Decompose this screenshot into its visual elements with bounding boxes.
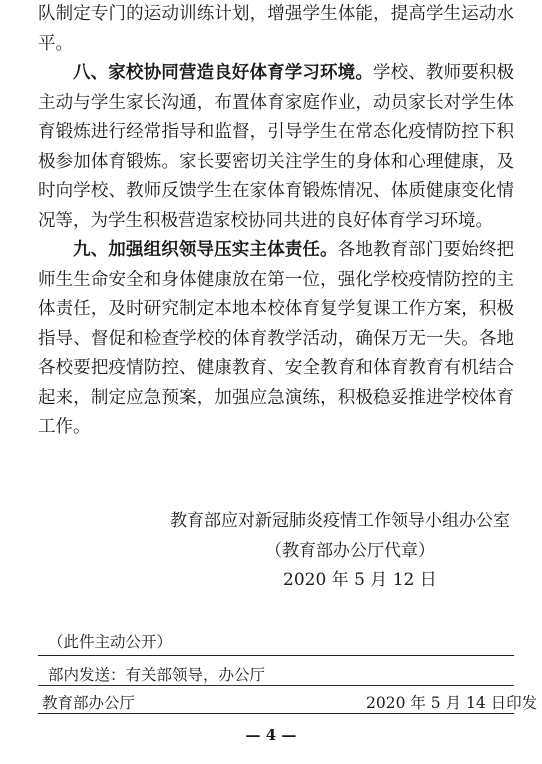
footer-print-date: 2020 年 5 月 14 日印发 [366, 694, 538, 712]
footer-middle-rule [38, 685, 514, 686]
section-8-paragraph [38, 59, 514, 236]
footer-distribution: 部内发送：有关部领导，办公厅 [48, 666, 266, 684]
page-number: — 4 — [245, 726, 297, 744]
section-9-heading: 九、加强组织领导压实主体责任。 [73, 240, 338, 260]
section-9-paragraph [38, 236, 514, 443]
footer-issuer: 教育部办公厅 [42, 694, 136, 712]
signature-date: 2020 年 5 月 12 日 [283, 570, 437, 590]
signature-org: 教育部应对新冠肺炎疫情工作领导小组办公室 [170, 511, 510, 531]
disclosure-note: （此件主动公开） [48, 633, 173, 651]
document-body [38, 0, 514, 443]
signature-proxy-seal: （教育部办公厅代章） [265, 541, 435, 561]
footer-bottom-rule [38, 713, 514, 714]
footer-top-rule [38, 655, 514, 656]
section-8-heading: 八、家校协同营造良好体育学习环境。 [73, 63, 373, 83]
section-8-text: 学校、教师要积极主动与学生家长沟通，布置体育家庭作业，动员家长对学生体育锻炼进行经常指导和监督，引导学生在常态化疫情防控下积极参加体育锻炼。家长要密切关注学生的身体和心理健康，及时向学校、教师反馈学生在家体育锻炼情况、体质健康变化情况等，为学生积极营造家校协同共进的良好体育学习环境。 [38, 63, 515, 231]
section-9-text: 各地教育部门要始终把师生生命安全和身体健康放在第一位，强化学校疫情防控的主体责任，及时研究制定本地本校体育复学复课工作方案，积极指导、督促和检查学校的体育教学活动，确保万无一失。各地各校要把疫情防控、健康教育、安全教育和体育教育有机结合起来，制定应急预案，加强应急演练，积极稳妥推进学校体育工作。 [38, 240, 514, 437]
continuation-paragraph: 队制定专门的运动训练计划，增强学生体能，提高学生运动水平。 [38, 4, 514, 54]
